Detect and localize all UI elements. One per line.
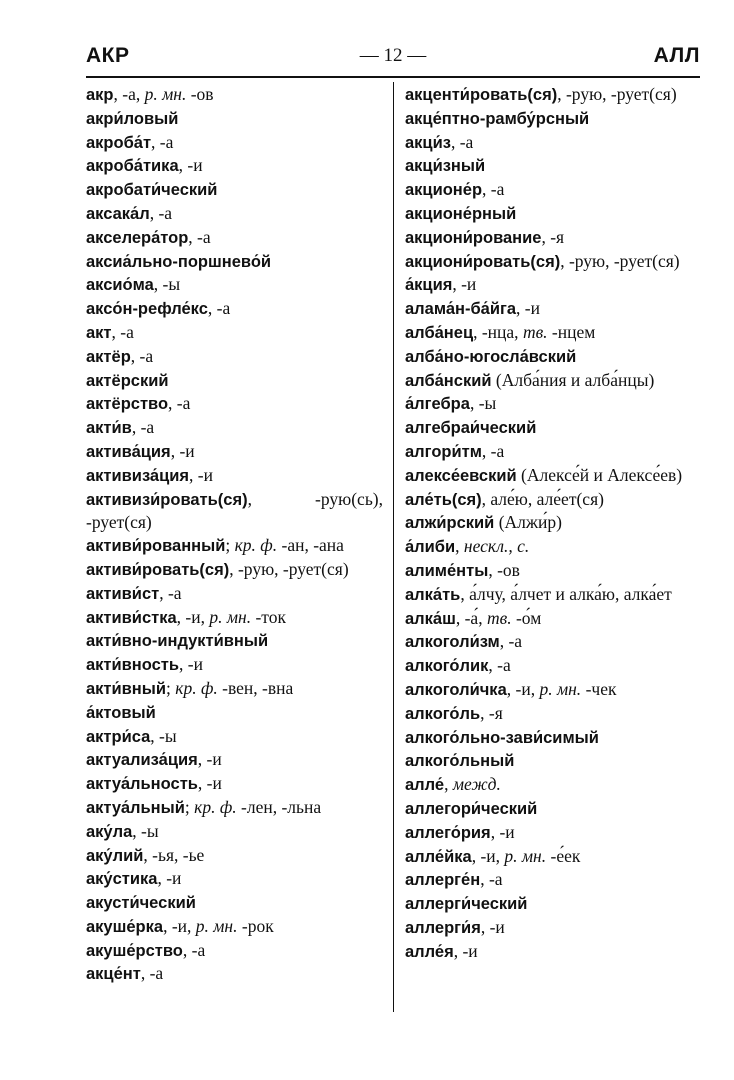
entry-headword: акр (86, 86, 114, 104)
entry-headword: алба́нский (405, 371, 492, 390)
entry-headword: акце́нт (86, 965, 141, 984)
dictionary-entry (405, 726, 702, 750)
entry-headword: аллерги́я (405, 918, 481, 937)
entry-headword: акционе́рный (405, 204, 517, 223)
entry-inflection: , -ы (153, 274, 181, 295)
entry-headword: алжи́рский (405, 514, 495, 533)
entry-inflection: (Алексе́й и Алексе́ев) (516, 464, 683, 485)
entry-headword: алкоголи́зм (405, 633, 500, 652)
entry-inflection: , -и, (163, 915, 196, 936)
entry-headword: акти́вно-индукти́вный (86, 632, 269, 651)
dictionary-entry (86, 321, 383, 345)
entry-headword: аку́стика (86, 870, 158, 889)
entry-inflection: , -а (140, 963, 164, 984)
dictionary-entry (405, 916, 702, 940)
entry-headword: актёрство (86, 395, 169, 414)
entry-headword: акробати́ческий (86, 181, 218, 200)
dictionary-entry (405, 892, 702, 916)
entry-headword: а́ктовый (86, 703, 156, 722)
dictionary-entry (405, 178, 702, 202)
entry-headword: актёр (86, 347, 131, 366)
entry-inflection: -нцем (547, 321, 596, 342)
entry-inflection: , -а (450, 131, 474, 152)
entry-inflection: -чек (581, 678, 617, 699)
dictionary-entry (405, 488, 702, 512)
dictionary-entry (405, 131, 702, 155)
dictionary-entry (405, 868, 702, 892)
dictionary-entry (86, 772, 383, 796)
entry-inflection: , -а (151, 131, 174, 152)
entry-inflection: , -и (179, 654, 203, 675)
entry-headword: а́кция (405, 276, 453, 295)
entry-headword: активи́ст (86, 584, 160, 603)
dictionary-entry (86, 131, 383, 155)
dictionary-entry (86, 915, 383, 939)
entry-headword: аку́ла (86, 822, 133, 841)
entry-headword: активиза́ция (86, 466, 190, 485)
entry-inflection: (Алжи́р) (494, 512, 562, 533)
dictionary-entry (86, 891, 383, 915)
dictionary-entry (405, 607, 702, 631)
entry-inflection: , а́лчу, а́лчет и алка́ю, алка́ет (460, 583, 672, 604)
entry-headword: алка́ш (405, 609, 456, 628)
entry-headword: аксо́н-рефле́кс (86, 300, 208, 319)
dictionary-entry (86, 488, 383, 535)
entry-inflection: , -а (207, 298, 231, 319)
dictionary-entry (86, 83, 383, 107)
entry-inflection: ; (166, 677, 176, 698)
entry-inflection: , -и (170, 440, 195, 461)
entry-inflection: , -рую, -рует(ся) (229, 558, 349, 579)
entry-grammar-label: р. мн. (209, 606, 252, 627)
entry-headword: акроба́тика (86, 157, 179, 176)
entry-headword: а́лгебра (405, 395, 470, 414)
dictionary-entry (405, 107, 702, 131)
entry-inflection: , -ы (132, 820, 159, 841)
entry-inflection: -о́м (511, 607, 542, 628)
entry-headword: акциони́ровать(ся) (405, 252, 561, 271)
dictionary-entry (86, 178, 383, 202)
entry-inflection: , -и (480, 916, 505, 937)
dictionary-entry (86, 345, 383, 369)
entry-headword: алама́н-ба́йга (405, 300, 517, 319)
entry-inflection: , -и (178, 155, 203, 176)
dictionary-entry (86, 558, 383, 582)
right-column (405, 83, 702, 963)
entry-inflection: -е́ек (546, 845, 581, 866)
dictionary-entry (405, 940, 702, 964)
dictionary-entry (405, 559, 702, 583)
entry-inflection: , -а (499, 631, 523, 652)
dictionary-entry (86, 226, 383, 250)
entry-inflection: , -а (182, 939, 206, 960)
entry-headword: активизи́ровать(ся) (86, 490, 248, 509)
left-column (86, 83, 383, 986)
entry-inflection: , -я (541, 226, 565, 247)
entry-inflection: , -и (197, 773, 222, 794)
entry-inflection: , -а (149, 202, 173, 223)
entry-inflection: -ан, -ана (277, 535, 344, 556)
dictionary-entry (86, 725, 383, 749)
entry-inflection: -ов (186, 84, 214, 104)
dictionary-entry (405, 821, 702, 845)
dictionary-entry (405, 773, 702, 797)
entry-headword: алле́йка (405, 847, 472, 866)
entry-headword: акуше́рство (86, 941, 183, 960)
entry-headword: алексе́евский (405, 466, 517, 485)
dictionary-entry (405, 369, 702, 393)
column-divider (393, 82, 394, 1012)
entry-headword: алгебраи́ческий (405, 419, 537, 438)
entry-inflection: ; (184, 796, 195, 817)
dictionary-entry (405, 702, 702, 726)
dictionary-entry (405, 797, 702, 821)
dictionary-entry (405, 202, 702, 226)
entry-inflection: , -а (111, 321, 134, 342)
dictionary-entry (405, 154, 702, 178)
entry-headword: активи́ровать(ся) (86, 560, 230, 579)
entry-headword: акционе́р (405, 181, 483, 200)
dictionary-entry (86, 939, 383, 963)
entry-grammar-label: кр. ф. (194, 796, 237, 817)
entry-inflection: , -и (157, 868, 182, 889)
dictionary-entry (86, 154, 383, 178)
dictionary-entry (405, 416, 702, 440)
dictionary-entry (86, 582, 383, 606)
dictionary-entry (86, 748, 383, 772)
entry-inflection: , (455, 536, 464, 557)
dictionary-entry (86, 392, 383, 416)
dictionary-entry (405, 321, 702, 345)
entry-inflection: (Алба́ния и алба́нцы) (491, 369, 655, 390)
entry-headword: а́либи (405, 538, 456, 557)
entry-headword: алба́но-югосла́вский (405, 347, 577, 366)
entry-headword: алкоголи́чка (405, 680, 507, 699)
entry-inflection: , -ы (150, 725, 177, 746)
dictionary-entry (405, 749, 702, 773)
entry-headword: акти́вный (86, 679, 167, 698)
entry-headword: активи́рованный (86, 537, 226, 556)
dictionary-entry (405, 226, 702, 250)
entry-inflection: , -рую, -рует(ся) (557, 84, 677, 104)
entry-inflection: , -ов (488, 559, 520, 580)
entry-headword: актуа́льный (86, 798, 185, 817)
entry-inflection: , -я (480, 702, 503, 723)
page-number: — 12 — (359, 45, 427, 66)
entry-inflection: , -нца, (473, 321, 523, 342)
entry-inflection: , (444, 774, 453, 795)
entry-headword: але́ть(ся) (405, 490, 482, 509)
dictionary-entry (86, 107, 383, 131)
entry-headword: акри́ловый (86, 109, 179, 128)
entry-inflection: , -а́, (455, 607, 487, 628)
entry-headword: аку́лий (86, 846, 144, 865)
entry-inflection: , -а (488, 655, 511, 676)
entry-inflection: , -рую(сь), -рует(ся) (86, 488, 383, 533)
dictionary-entry (86, 677, 383, 701)
entry-headword: алба́нец (405, 323, 474, 342)
entry-headword: акуше́рка (86, 917, 164, 936)
entry-headword: алкого́льно-зави́симый (405, 728, 599, 747)
entry-headword: акци́з (405, 133, 451, 152)
page-header (86, 44, 700, 74)
entry-inflection: , -и (452, 274, 477, 295)
entry-inflection: , -и, (471, 845, 505, 866)
dictionary-entry (86, 820, 383, 844)
dictionary-entry (405, 535, 702, 559)
running-headword-left: АКР (86, 44, 130, 67)
entry-headword: аксака́л (86, 204, 150, 223)
entry-inflection: -лен, -льна (236, 796, 322, 817)
entry-headword: аллерге́н (405, 871, 481, 890)
entry-inflection: , -а (168, 393, 191, 414)
dictionary-entry (86, 844, 383, 868)
entry-headword: акценти́ровать(ся) (405, 86, 558, 104)
dictionary-entry (86, 606, 383, 630)
entry-headword: алле́ (405, 776, 445, 795)
dictionary-entry (86, 250, 383, 274)
entry-inflection: , -а (188, 226, 211, 247)
entry-headword: аллего́рия (405, 823, 491, 842)
dictionary-entry (86, 464, 383, 488)
entry-inflection: -ток (251, 606, 286, 627)
dictionary-entry (86, 273, 383, 297)
dictionary-entry (86, 369, 383, 393)
entry-inflection: , -а (480, 869, 503, 890)
entry-headword: аллегори́ческий (405, 799, 538, 818)
dictionary-entry (405, 678, 702, 702)
dictionary-entry (86, 701, 383, 725)
dictionary-entry (405, 630, 702, 654)
dictionary-entry (405, 440, 702, 464)
dictionary-entry (86, 653, 383, 677)
entry-inflection: , -ья, -ье (143, 844, 205, 865)
dictionary-entry (86, 416, 383, 440)
entry-headword: акце́птно-рамбу́рсный (405, 109, 590, 128)
entry-inflection: , -и (490, 821, 515, 842)
dictionary-entry (405, 654, 702, 678)
dictionary-entry (86, 534, 383, 558)
entry-headword: алиме́нты (405, 561, 489, 580)
entry-headword: актуа́льность (86, 775, 198, 794)
entry-inflection: , -а (482, 179, 505, 200)
entry-headword: аллерги́ческий (405, 895, 528, 914)
entry-headword: активи́стка (86, 608, 177, 627)
dictionary-entry (86, 629, 383, 653)
entry-inflection: , -рую, -рует(ся) (560, 250, 680, 271)
entry-inflection: -вен, -вна (217, 677, 294, 698)
entry-inflection: , -и, (176, 606, 210, 627)
entry-grammar-label: р. мн. (144, 84, 187, 104)
dictionary-entry (405, 511, 702, 535)
entry-inflection: , -а, (113, 84, 145, 104)
entry-grammar-label: тв. (522, 321, 548, 342)
entry-inflection: , -а (131, 417, 155, 438)
entry-inflection: , -а (481, 440, 505, 461)
dictionary-entry (405, 845, 702, 869)
entry-headword: актива́ция (86, 442, 171, 461)
entry-headword: аксиа́льно-поршнево́й (86, 252, 272, 271)
entry-grammar-label: р. мн. (504, 845, 547, 866)
entry-headword: акци́зный (405, 157, 486, 176)
entry-headword: актёрский (86, 371, 169, 390)
entry-inflection: , -и (453, 940, 478, 961)
dictionary-entry (86, 202, 383, 226)
dictionary-entry (405, 273, 702, 297)
entry-headword: алкого́лик (405, 657, 489, 676)
entry-grammar-label: тв. (486, 607, 512, 628)
entry-inflection: -рок (237, 915, 274, 936)
entry-grammar-label: р. мн. (539, 678, 582, 699)
entry-grammar-label: кр. ф. (234, 535, 278, 556)
dictionary-entry (405, 345, 702, 369)
entry-inflection: , -и (516, 298, 540, 319)
entry-grammar-label: нескл., с. (463, 536, 530, 557)
entry-headword: алкого́ль (405, 704, 481, 723)
dictionary-entry (86, 440, 383, 464)
entry-headword: акциони́рование (405, 228, 542, 247)
entry-grammar-label: р. мн. (195, 915, 238, 936)
entry-headword: алгори́тм (405, 442, 482, 461)
dictionary-entry (86, 962, 383, 986)
entry-headword: алка́ть (405, 585, 461, 604)
entry-headword: алкого́льный (405, 752, 515, 771)
entry-headword: актуализа́ция (86, 751, 198, 770)
dictionary-entry (405, 297, 702, 321)
entry-headword: акт (86, 323, 112, 342)
entry-headword: акселера́тор (86, 228, 189, 247)
entry-inflection: , -и (197, 749, 222, 770)
entry-headword: акроба́т (86, 133, 152, 152)
entry-inflection: , -а (159, 582, 182, 603)
entry-headword: акти́в (86, 419, 132, 438)
entry-inflection: , -а (130, 345, 154, 366)
header-rule (86, 76, 700, 78)
entry-inflection: ; (225, 535, 235, 556)
entry-headword: актри́са (86, 727, 151, 746)
entry-inflection: , -ы (469, 393, 497, 414)
entry-grammar-label: межд. (452, 774, 501, 795)
entry-headword: акти́вность (86, 656, 180, 675)
running-headword-right: АЛЛ (653, 44, 700, 67)
entry-inflection: , -и (189, 464, 213, 485)
entry-headword: аксио́ма (86, 276, 154, 295)
dictionary-entry (405, 83, 702, 107)
dictionary-entry (86, 867, 383, 891)
dictionary-entry (405, 464, 702, 488)
dictionary-entry (405, 250, 702, 274)
dictionary-entry (86, 796, 383, 820)
dictionary-entry (405, 583, 702, 607)
dictionary-entry (86, 297, 383, 321)
entry-headword: алле́я (405, 942, 454, 961)
entry-inflection: , але́ю, але́ет(ся) (481, 488, 604, 509)
dictionary-entry (405, 392, 702, 416)
entry-grammar-label: кр. ф. (175, 677, 218, 698)
entry-headword: акусти́ческий (86, 894, 196, 913)
entry-inflection: , -и, (506, 678, 540, 699)
